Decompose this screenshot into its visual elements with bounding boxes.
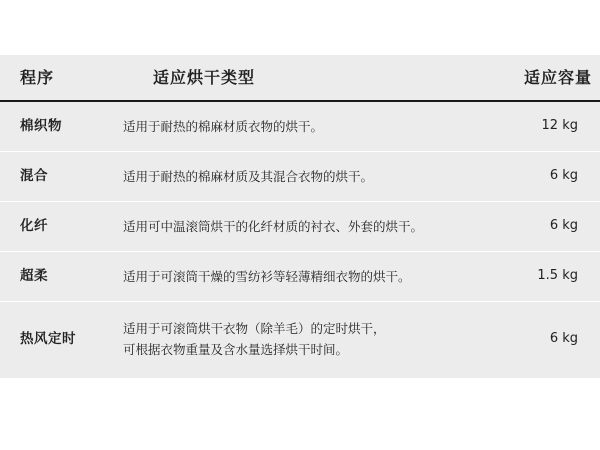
table-body xyxy=(0,101,600,378)
cell-program: 混合 xyxy=(0,151,105,201)
cell-program: 化纤 xyxy=(0,201,105,251)
column-header-capacity: 适应容量 xyxy=(495,55,600,101)
description-line: 适用于耐热的棉麻材质衣物的烘干。 xyxy=(123,118,324,134)
column-header-type: 适应烘干类型 xyxy=(105,55,495,101)
drying-program-table xyxy=(0,55,600,378)
cell-capacity: 6 kg xyxy=(495,301,600,378)
spec-table-container xyxy=(0,55,600,378)
description-line: 适用于可滚筒干燥的雪纺衫等轻薄精细衣物的烘干。 xyxy=(123,268,411,284)
cell-capacity: 12 kg xyxy=(495,101,600,151)
cell-description xyxy=(105,251,495,301)
cell-program: 热风定时 xyxy=(0,301,105,378)
cell-description xyxy=(105,101,495,151)
description-line: 适用可中温滚筒烘干的化纤材质的衬衣、外套的烘干。 xyxy=(123,218,424,234)
cell-capacity: 1.5 kg xyxy=(495,251,600,301)
cell-description xyxy=(105,151,495,201)
description-line: 适用于耐热的棉麻材质及其混合衣物的烘干。 xyxy=(123,168,374,184)
table-row xyxy=(0,251,600,301)
cell-capacity: 6 kg xyxy=(495,201,600,251)
cell-capacity: 6 kg xyxy=(495,151,600,201)
cell-description xyxy=(105,301,495,378)
cell-description xyxy=(105,201,495,251)
table-row xyxy=(0,151,600,201)
table-row xyxy=(0,101,600,151)
column-header-program: 程序 xyxy=(0,55,105,101)
table-row xyxy=(0,301,600,378)
description-line: 可根据衣物重量及含水量选择烘干时间。 xyxy=(123,342,349,357)
table-header-row xyxy=(0,55,600,101)
table-header xyxy=(0,55,600,101)
table-row xyxy=(0,201,600,251)
cell-program: 棉织物 xyxy=(0,101,105,151)
description-line: 适用于可滚筒烘干衣物（除羊毛）的定时烘干， xyxy=(123,320,386,336)
cell-program: 超柔 xyxy=(0,251,105,301)
